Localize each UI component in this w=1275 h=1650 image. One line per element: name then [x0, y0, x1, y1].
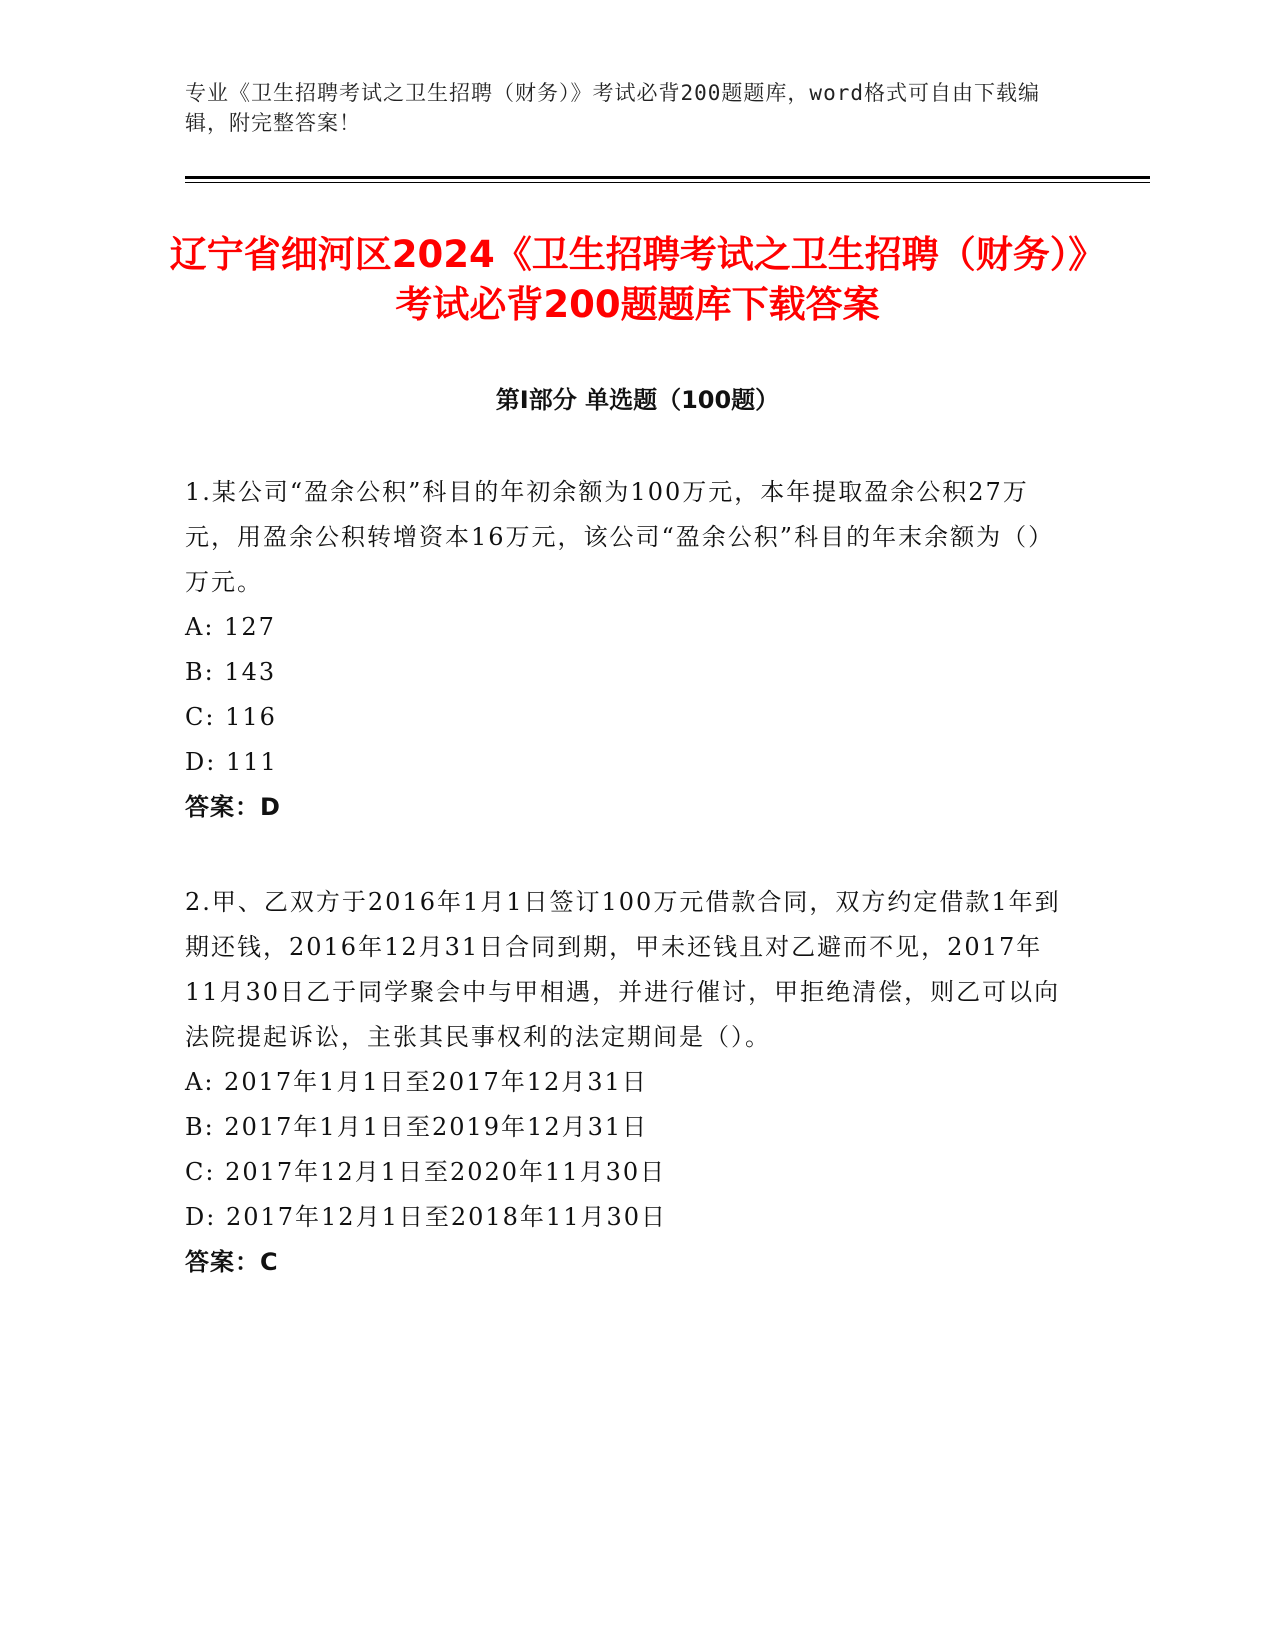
- document-title: 辽宁省细河区2024《卫生招聘考试之卫生招聘（财务）》考试必背200题题库下载答案: [169, 233, 1106, 326]
- option-b: B: 2017年1月1日至2019年12月31日: [185, 1113, 649, 1141]
- option-c: C: 116: [185, 703, 277, 731]
- question-block: [185, 880, 1065, 1285]
- option-a: A: 127: [185, 613, 276, 641]
- option-b: B: 143: [185, 658, 277, 686]
- option-a: A: 2017年1月1日至2017年12月31日: [185, 1068, 648, 1096]
- answer-label: 答案：D: [185, 793, 281, 821]
- question-block: [185, 470, 1065, 830]
- option-c: C: 2017年12月1日至2020年11月30日: [185, 1158, 667, 1186]
- answer-label: 答案：C: [185, 1248, 279, 1276]
- header-divider-thick: [185, 176, 1150, 179]
- question-stem: 2.甲、乙双方于2016年1月1日签订100万元借款合同，双方约定借款1年到期还钱，2016年12月31日合同到期，甲未还钱且对乙避而不见，2017年11月30日乙于同学聚会中与甲相遇，并进行催讨，甲拒绝清偿，则乙可以向法院提起诉讼，主张其民事权利的法定期间是（）。: [185, 888, 1061, 1051]
- header-note: 专业《卫生招聘考试之卫生招聘（财务）》考试必背200题题库，word格式可自由下载编辑，附完整答案！: [185, 81, 1040, 135]
- question-stem: 1.某公司“盈余公积”科目的年初余额为100万元，本年提取盈余公积27万元，用盈余公积转增资本16万元，该公司“盈余公积”科目的年末余额为（）万元。: [185, 478, 1055, 596]
- option-d: D: 2017年12月1日至2018年11月30日: [185, 1203, 667, 1231]
- header-divider-thin: [185, 182, 1150, 183]
- option-d: D: 111: [185, 748, 278, 776]
- section-title: 第Ⅰ部分 单选题（100题）: [495, 386, 780, 414]
